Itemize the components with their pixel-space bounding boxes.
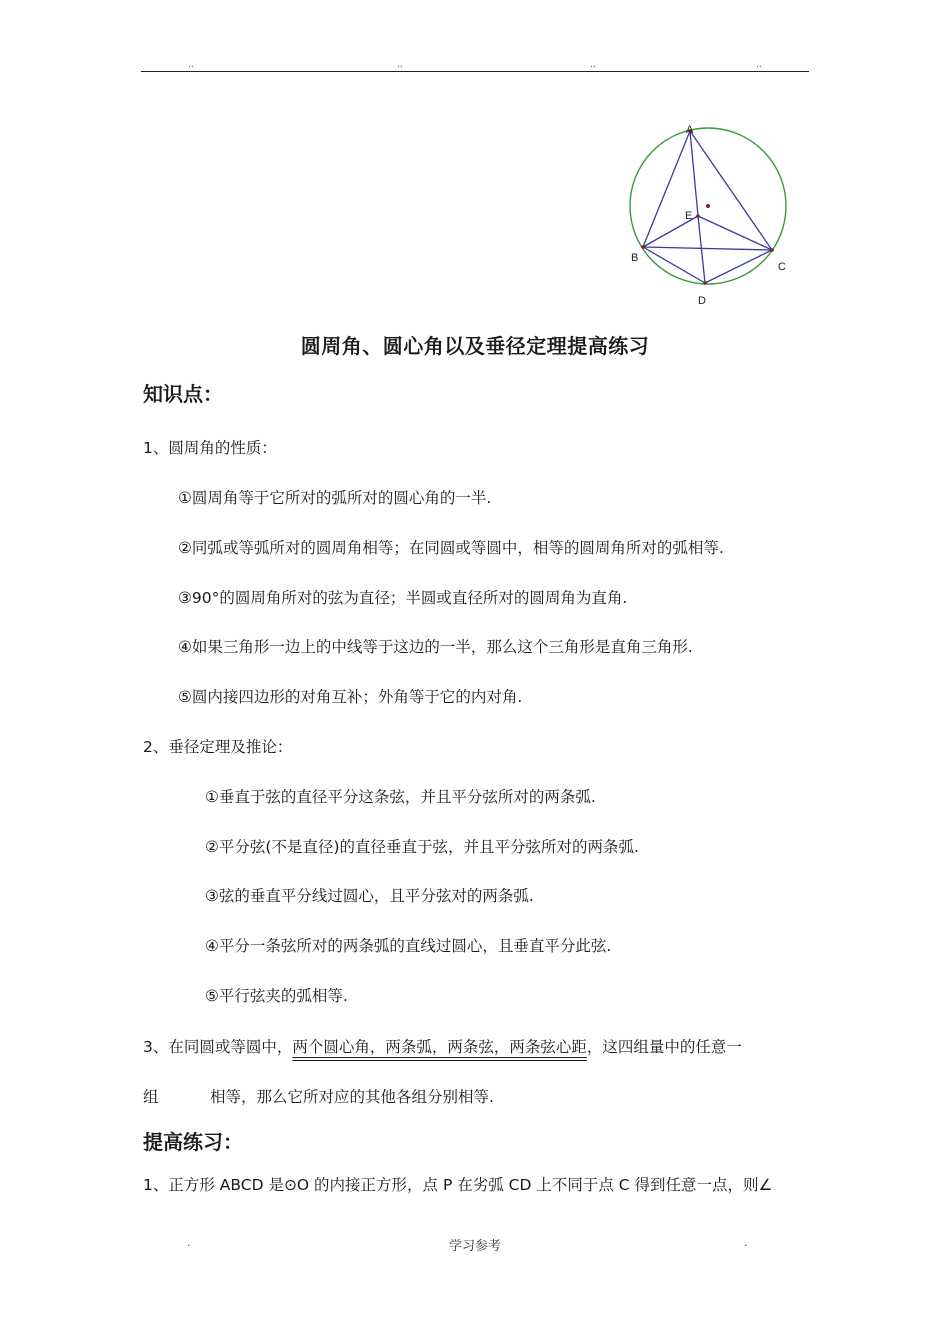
list-item: ①圆周角等于它所对的弧所对的圆心角的一半.	[178, 489, 492, 507]
segment-bd	[643, 247, 705, 283]
segment-bc	[643, 247, 772, 250]
segment-ed	[698, 216, 705, 283]
circle-figure	[620, 118, 800, 313]
knowledge-heading: 知识点：	[143, 382, 223, 406]
label-c: C	[778, 261, 786, 273]
header-rule	[141, 71, 809, 72]
list-item: ③90°的圆周角所对的弦为直径；半圆或直径所对的圆周角为直角.	[178, 589, 628, 607]
page-title: 圆周角、圆心角以及垂径定理提高练习	[300, 334, 650, 358]
point-e	[696, 214, 700, 218]
header-dot: ..	[188, 60, 194, 70]
label-e: E	[685, 210, 693, 222]
label-b: B	[631, 252, 639, 264]
list-item: ①垂直于弦的直径平分这条弦，并且平分弦所对的两条弧.	[205, 788, 596, 806]
section-3-prefix: 3、在同圆或等圆中，	[143, 1038, 293, 1056]
segment-ab	[643, 131, 693, 247]
point-d	[703, 281, 707, 285]
list-item: ②同弧或等弧所对的圆周角相等；在同圆或等圆中，相等的圆周角所对的弧相等.	[178, 539, 724, 557]
header-dot: ..	[590, 60, 596, 70]
section-3-suffix: ，这四组量中的任意一	[586, 1038, 742, 1056]
segment-ae	[690, 131, 698, 216]
footer-text: 学习参考	[448, 1239, 501, 1254]
point-b	[641, 245, 645, 249]
question-1: 1、正方形 ABCD 是⊙O 的内接正方形，点 P 在劣弧 CD 上不同于点 C 得到任意一点，则∠	[143, 1176, 773, 1194]
footer-dot-left: .	[187, 1236, 191, 1249]
header-dot: ..	[756, 60, 762, 70]
label-a: A	[686, 124, 694, 136]
section-1-title: 1、圆周角的性质：	[143, 439, 277, 457]
list-item: ④平分一条弦所对的两条弧的直线过圆心，且垂直平分此弦.	[205, 937, 612, 955]
header-dot: ..	[397, 60, 403, 70]
list-item: ③弦的垂直平分线过圆心，且平分弦对的两条弧.	[205, 887, 534, 905]
section-3-underlined: 两个圆心角，两条弧，两条弦，两条弦心距	[292, 1038, 587, 1056]
section-3-line	[143, 1035, 742, 1057]
list-item: ④如果三角形一边上的中线等于这边的一半，那么这个三角形是直角三角形.	[178, 638, 693, 656]
section-3-line2-a: 组	[143, 1088, 159, 1106]
list-item: ⑤圆内接四边形的对角互补；外角等于它的内对角.	[178, 688, 523, 706]
point-c	[770, 248, 774, 252]
section-3-line2-b: 相等，那么它所对应的其他各组分别相等.	[210, 1088, 494, 1106]
point-center	[706, 204, 710, 208]
section-2-title: 2、垂径定理及推论：	[143, 738, 293, 756]
list-item: ②平分弦(不是直径)的直径垂直于弦，并且平分弦所对的两条弧.	[205, 838, 639, 856]
list-item: ⑤平行弦夹的弧相等.	[205, 987, 348, 1005]
footer-dot-right: .	[744, 1236, 748, 1249]
practice-heading: 提高练习：	[143, 1130, 243, 1154]
segment-ac	[690, 131, 772, 250]
label-d: D	[698, 295, 706, 307]
